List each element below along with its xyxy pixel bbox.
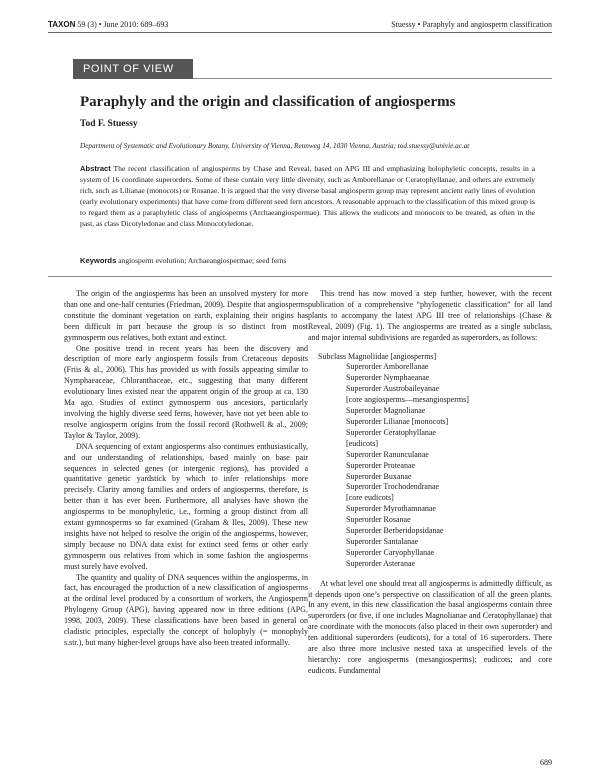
keywords (80, 256, 286, 265)
abstract (80, 164, 535, 229)
header-rule (48, 32, 552, 33)
superorder-entry: Superorder Myrothamnanae (346, 504, 436, 514)
section-label: POINT OF VIEW (73, 59, 193, 79)
superorder-entry: Superorder Buxanae (346, 471, 412, 481)
keywords-text: angiosperm evolution; Archaeangiospermae; seed ferns (116, 256, 287, 265)
subclass-entry: Subclass Magnoliidae [angiosperms] (318, 351, 437, 361)
body-paragraph: One positive trend in recent years has been the discovery and description of more early angiosperm fossils from Cretaceous deposits (Friis & al., 2006). This has provided us with fossils appearing similar to Nymphaeaceae, Chloranthaceae, etc., suggesting that many different evolutionary lines existed near the apparent origin of the group at ca. 130 Ma ago. Studies of extinct gymnosperm ous ancestors, particularly involving the highly diverse seed ferns, however, have not yet been able to resolve angiosperm origins from the fossil record (Rothwell & al., 2009; Taylor & Taylor, 2009). (64, 343, 308, 440)
abstract-label: Abstract (80, 164, 111, 173)
superorder-entry: Superorder Trochodendranae (346, 482, 440, 492)
superorder-entry: Superorder Caryophyllanae (346, 547, 435, 557)
author-affiliation: Department of Systematic and Evolutionary Botany, University of Vienna, Rennweg 14, 1030 Vienna, Austria; tod.stuessy@univie.ac.at (80, 142, 470, 150)
body-paragraph: At what level one should treat all angiosperms is admittedly difficult, as it depends upon one’s perspective on classification of all the green plants. In any event, in this new classification the basal angiosperms contain three superorders (or five, if one includes Magnolianae and Ceratophyllanae) that are coordinate with the monocots (also placed in their own superorder) and ten additional superorders (eudicots), for a total of 16 superorders. There are also three more inclusive nested taxa at unspecified levels of the hierarchy: core angiosperms (mesangiosperms); eudicots; and core eudicots. Fundamental (308, 578, 552, 675)
superorder-entry: Superorder Berberidopsidanae (346, 526, 444, 536)
superorder-entry: Superorder Austrobaileyanae (346, 384, 440, 394)
journal-name: TAXON (48, 20, 76, 29)
superorder-entry: Superorder Ceratophyllanae (346, 427, 436, 437)
superorder-entry: Superorder Amborellanae (346, 362, 429, 372)
keywords-label: Keywords (80, 256, 117, 265)
superorder-entry: Superorder Nymphaeanae (346, 373, 430, 383)
superorder-entry: Superorder Santalanae (346, 536, 419, 546)
superorder-entry: Superorder Ranunculanae (346, 449, 429, 459)
article-author: Tod F. Stuessy (80, 119, 138, 129)
right-column (308, 289, 552, 677)
superorder-entry: Superorder Proteanae (346, 460, 416, 470)
section-rule (193, 78, 552, 79)
clade-entry: [eudicots] (346, 438, 378, 448)
page-number: 689 (540, 758, 552, 767)
article-title: Paraphyly and the origin and classification of angiosperms (80, 94, 456, 110)
classification-list (308, 352, 552, 570)
clade-entry: [core eudicots] (346, 493, 394, 503)
abstract-text: The recent classification of angiosperms by Chase and Reveal, based on APG III and emphasizing holophyletic concepts, results in a system of 16 coordinate superorders. Some of these contain very little diversity, such as Amborellanae or Ceratophyllanae, and others are extremely rich, such as Lilianae (monocots) or Rosanae. It is argued that the very diverse basal angiosperm group may represent ancient early lines of evolution (early evolutionary experiments) that have come from different seed fern ancestors. A reasonable approach to the classification of this mixed group is to regard them as a paraphyletic class of angiosperms (Archaeangiospermae). This allows the eudicots and monocots to be treated, as often in the past, as class Dicotyledonae and class Monocotyledonae. (80, 164, 535, 228)
body-paragraph: The origin of the angiosperms has been an unsolved mystery for more than one and one-half centuries (Friedman, 2009). Despite that angiosperms constitute the dominant vegetation on earth, explaining their origins has been difficult in part because the group is so distinct from most gymnosperm ous relatives, both extant and extinct. (64, 289, 308, 342)
running-head-left (48, 20, 168, 29)
body-paragraph: DNA sequencing of extant angiosperms also continues enthusiastically, and our understanding of relationships, based mainly on base pair sequences in selected genes (or intergenic regions), has provided a quantitative genetic yardstick by which to infer relationships more precisely. Clarity among families and orders of angiosperms, therefore, is better than it has ever been. Furthermore, all analyses have shown the angiosperms to be monophyletic, i.e., forming a group distinct from all extant gymnosperms so far examined (Graham & Iles, 2009). These new insights have not helped to resolve the origin of the angiosperms, however, simply because no DNA data exist for extinct seed ferns or other early gymnosperm ous relatives from which in some fashion the angiosperms must surely have evolved. (64, 441, 308, 571)
superorder-entry: Superorder Rosanae (346, 515, 411, 525)
abstract-rule (48, 276, 552, 277)
left-column (64, 289, 308, 649)
journal-citation: 59 (3) • June 2010: 689–693 (75, 20, 169, 29)
superorder-entry: Superorder Asteranae (346, 558, 416, 568)
body-paragraph: This trend has now moved a step further, however, with the recent publication of a comprehensive “phylogenetic classification” for all land plants to accompany the latest APG III tree of relationships (Chase & Reveal, 2009) (Fig. 1). The angiosperms are treated as a single subclass, and major internal subdivisions are regarded as superorders, as follows: (308, 289, 552, 342)
body-paragraph: The quantity and quality of DNA sequences within the angiosperms, in fact, has encouraged the production of a new classification of angiosperms at the ordinal level produced by a consortium of workers, the Angiosperm Phylogeny Group (APG), having appeared now in three editions (APG, 1998, 2003, 2009). These classifications have been based in general on cladistic principles, especially the concept of holophyly (= monophyly s.str.), but many higher-level groups have also been treated informally. (64, 572, 308, 647)
superorder-entry: Superorder Magnolianae (346, 406, 426, 416)
clade-entry: [core angiosperms—mesangiosperms] (346, 395, 469, 405)
superorder-entry: Superorder Lilianae [monocots] (346, 416, 449, 426)
running-head-right: Stuessy • Paraphyly and angiosperm classification (391, 20, 552, 29)
